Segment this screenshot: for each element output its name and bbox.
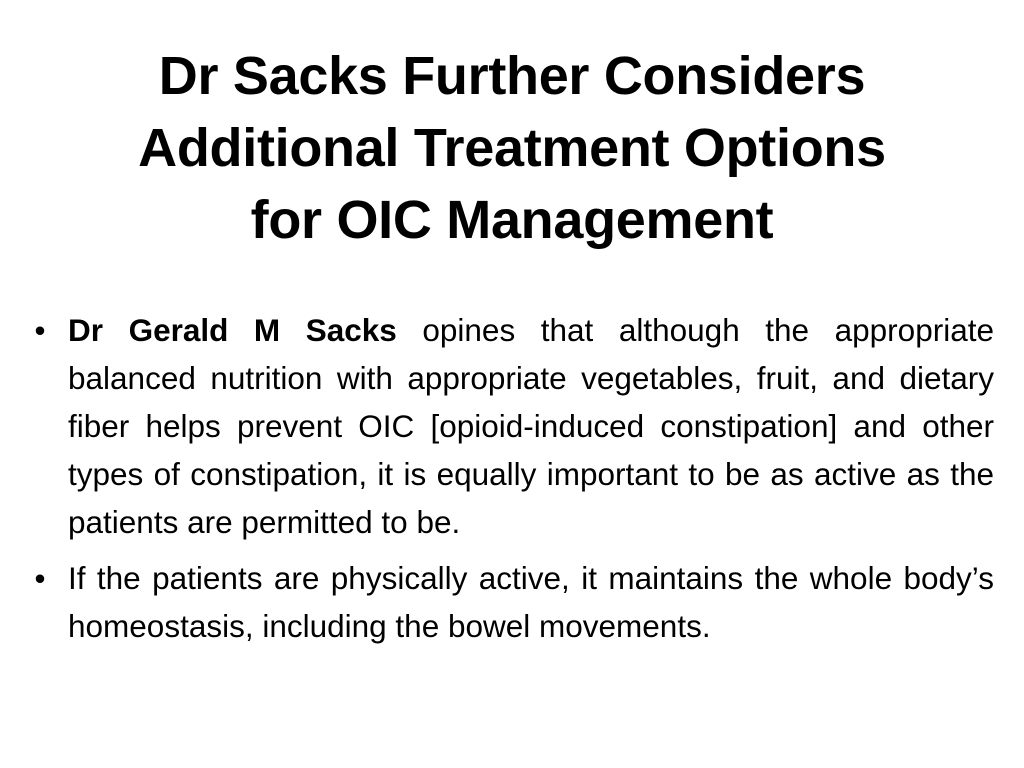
bullet-bold-lead: Dr Gerald M Sacks xyxy=(68,312,397,348)
title-line-1: Dr Sacks Further Considers xyxy=(158,46,866,106)
bullet-glyph: • xyxy=(34,312,46,348)
bullet-item-1 xyxy=(30,306,994,546)
bullet-text: opines that although the appropriate balanced nutrition with appropriate vegetables, fruit, and dietary fiber helps prevent OIC [opioid-induced constipation] and other types of constipation, it is equally important to be as active as the patients are permitted to be. xyxy=(68,312,994,540)
bullet-item-2 xyxy=(30,554,994,650)
slide-title xyxy=(40,40,984,256)
bullet-text: If the patients are physically active, it maintains the whole body’s homeostasis, including the bowel movements. xyxy=(68,560,994,644)
bullet-glyph: • xyxy=(34,560,46,596)
bullet-list xyxy=(30,306,994,658)
title-line-3: for OIC Management xyxy=(250,190,774,250)
title-line-2: Additional Treatment Options xyxy=(138,118,886,178)
